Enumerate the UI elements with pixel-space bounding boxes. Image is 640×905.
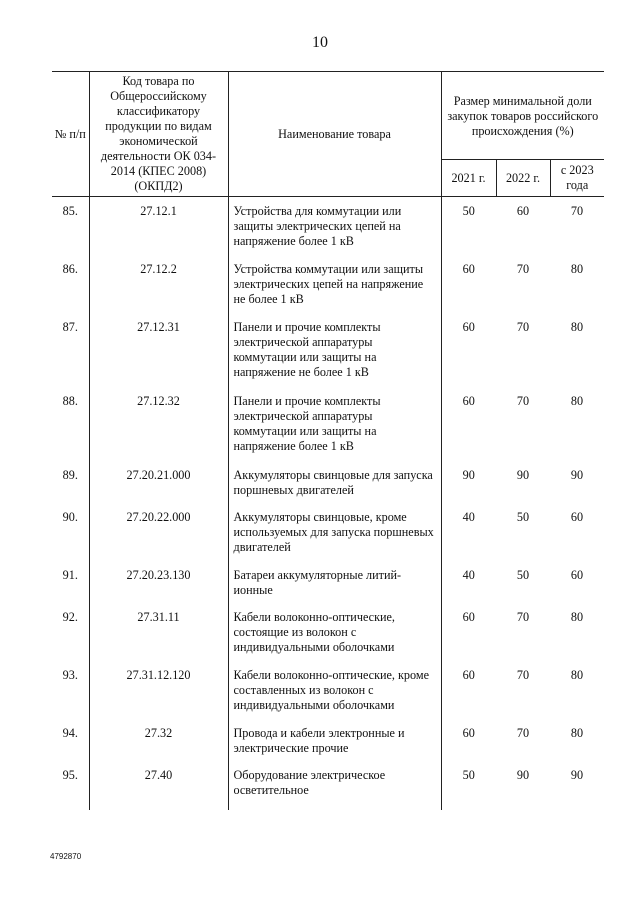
product-code: 27.20.22.000 xyxy=(89,510,228,568)
share-2022: 90 xyxy=(516,468,530,482)
page-number: 10 xyxy=(312,34,328,51)
table-row xyxy=(52,568,604,610)
table-row xyxy=(52,668,604,726)
row-number: 91. xyxy=(62,568,78,582)
table-row xyxy=(52,197,604,263)
goods-table xyxy=(52,71,604,810)
table-body xyxy=(52,197,604,811)
product-code: 27.31.11 xyxy=(89,610,228,668)
table-row xyxy=(52,726,604,768)
product-code: 27.12.31 xyxy=(89,320,228,394)
table-row xyxy=(52,468,604,510)
share-2023: 80 xyxy=(570,320,584,334)
table-row xyxy=(52,262,604,320)
share-2022: 70 xyxy=(516,394,530,408)
share-2021: 60 xyxy=(441,726,496,768)
share-2021: 50 xyxy=(441,197,496,263)
table-row xyxy=(52,394,604,468)
table-row xyxy=(52,610,604,668)
share-2022: 70 xyxy=(516,668,530,682)
header-row-number: № п/п xyxy=(52,72,89,197)
product-name: Аккумуляторы свинцовые, кроме используемых для запуска поршневых двигателей xyxy=(228,510,441,568)
share-2023: 60 xyxy=(570,510,584,524)
table-row xyxy=(52,768,604,810)
row-number: 94. xyxy=(62,726,78,740)
product-name: Устройства коммутации или защиты электрических цепей на напряжение не более 1 кВ xyxy=(228,262,441,320)
share-2023: 90 xyxy=(570,468,584,482)
product-code: 27.12.2 xyxy=(89,262,228,320)
share-2022: 70 xyxy=(516,726,530,740)
share-2023: 80 xyxy=(570,262,584,276)
share-2023: 80 xyxy=(570,394,584,408)
table-header xyxy=(52,72,604,197)
row-number: 85. xyxy=(62,204,78,218)
product-code: 27.40 xyxy=(89,768,228,810)
product-name: Аккумуляторы свинцовые для запуска поршневых двигателей xyxy=(228,468,441,510)
row-number: 87. xyxy=(62,320,78,334)
document-id: 4792870 xyxy=(50,852,82,861)
product-code: 27.12.1 xyxy=(89,197,228,263)
table-row xyxy=(52,510,604,568)
share-2023: 80 xyxy=(570,668,584,682)
product-name: Панели и прочие комплекты электрической аппаратуры коммутации или защиты на напряжение не более 1 кВ xyxy=(228,320,441,394)
product-name: Провода и кабели электронные и электрические прочие xyxy=(228,726,441,768)
row-number: 90. xyxy=(62,510,78,524)
row-number: 95. xyxy=(62,768,78,782)
share-2022: 70 xyxy=(516,320,530,334)
share-2021: 60 xyxy=(441,262,496,320)
header-min-share: Размер минимальной доли закупок товаров российского происхождения (%) xyxy=(441,72,604,160)
product-code: 27.31.12.120 xyxy=(89,668,228,726)
share-2023: 70 xyxy=(570,204,584,218)
table-row xyxy=(52,320,604,394)
header-year-2021: 2021 г. xyxy=(441,160,496,197)
header-product-name: Наименование товара xyxy=(228,72,441,197)
header-product-code: Код товара по Общероссийскому классификатору продукции по видам экономической деятельности ОК 034-2014 (КПЕС 2008) (ОКПД2) xyxy=(89,72,228,197)
product-code: 27.20.23.130 xyxy=(89,568,228,610)
share-2021: 90 xyxy=(441,468,496,510)
share-2021: 60 xyxy=(441,668,496,726)
share-2023: 80 xyxy=(570,726,584,740)
row-number: 88. xyxy=(62,394,78,408)
product-code: 27.12.32 xyxy=(89,394,228,468)
share-2022: 60 xyxy=(516,204,530,218)
product-code: 27.32 xyxy=(89,726,228,768)
share-2021: 60 xyxy=(441,320,496,394)
share-2021: 40 xyxy=(441,568,496,610)
header-year-2022: 2022 г. xyxy=(496,160,550,197)
row-number: 89. xyxy=(62,468,78,482)
share-2023: 90 xyxy=(570,768,584,782)
row-number: 86. xyxy=(62,262,78,276)
share-2023: 80 xyxy=(570,610,584,624)
product-name: Кабели волоконно-оптические, кроме составленных из волокон с индивидуальными оболочками xyxy=(228,668,441,726)
share-2023: 60 xyxy=(570,568,584,582)
share-2022: 70 xyxy=(516,262,530,276)
share-2022: 90 xyxy=(516,768,530,782)
product-name: Панели и прочие комплекты электрической аппаратуры коммутации или защиты на напряжение более 1 кВ xyxy=(228,394,441,468)
share-2021: 60 xyxy=(441,610,496,668)
share-2021: 50 xyxy=(441,768,496,810)
product-name: Кабели волоконно-оптические, состоящие из волокон с индивидуальными оболочками xyxy=(228,610,441,668)
product-name: Батареи аккумуляторные литий-ионные xyxy=(228,568,441,610)
header-year-2023: с 2023 года xyxy=(550,160,604,197)
product-name: Оборудование электрическое осветительное xyxy=(228,768,441,810)
product-code: 27.20.21.000 xyxy=(89,468,228,510)
share-2021: 40 xyxy=(441,510,496,568)
share-2022: 50 xyxy=(516,510,530,524)
product-name: Устройства для коммутации или защиты электрических цепей на напряжение более 1 кВ xyxy=(228,197,441,263)
row-number: 92. xyxy=(62,610,78,624)
share-2021: 60 xyxy=(441,394,496,468)
share-2022: 50 xyxy=(516,568,530,582)
share-2022: 70 xyxy=(516,610,530,624)
row-number: 93. xyxy=(62,668,78,682)
